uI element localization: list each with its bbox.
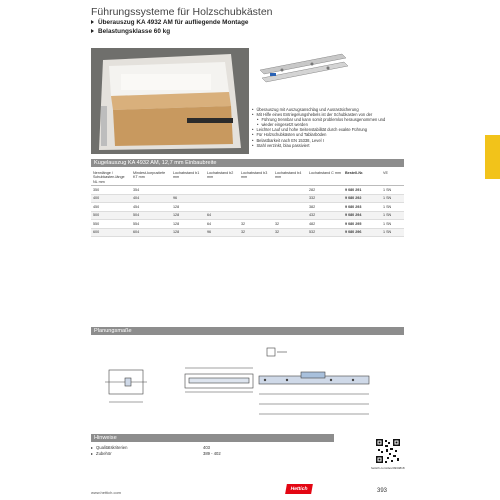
note-label: ▸ Qualitätskriterien: [91, 445, 203, 450]
note-label: ▸ Zubehör: [91, 451, 203, 456]
page-title: Führungssysteme für Holzschubkästen: [91, 6, 273, 18]
table-cell: 9 080 292: [343, 194, 381, 203]
table-cell: 32: [239, 220, 273, 229]
subtitle-1: Überauszug KA 4932 AM für aufliegende Montage: [91, 19, 248, 26]
table-row: [91, 220, 404, 229]
product-image: [252, 48, 355, 108]
table-cell: 450: [91, 203, 131, 212]
feature-list: [252, 107, 412, 148]
table-cell: 432: [307, 211, 343, 220]
planning-diagram: [91, 342, 404, 426]
col-header: Bestell-Nr.: [343, 170, 381, 186]
table-cell: 482: [307, 220, 343, 229]
table-cell: 9 080 291: [343, 186, 381, 195]
table-row: [91, 186, 404, 195]
table-cell: 604: [131, 228, 171, 237]
table-cell: 32: [239, 228, 273, 237]
col-header: Lochabstand b3 mm: [239, 170, 273, 186]
table-cell: [273, 194, 307, 203]
table-cell: [171, 186, 205, 195]
table-cell: 9 080 293: [343, 203, 381, 212]
section-tab-marker: [485, 135, 500, 179]
table-cell: 128: [171, 211, 205, 220]
table-cell: 128: [171, 220, 205, 229]
table-caption: Kugelauszug KA 4932 AM, 12,7 mm Einbaubreite: [91, 159, 404, 167]
note-row: [91, 450, 321, 456]
note-value: 403: [203, 444, 210, 450]
table-row: [91, 203, 404, 212]
table-cell: 1 SN: [381, 203, 404, 212]
arrow-icon: [91, 20, 94, 24]
col-header: Nennlänge / Schubkasten-länge NL mm: [91, 170, 131, 186]
table-row: [91, 228, 404, 237]
note-value: 389 - 402: [203, 450, 221, 456]
table-cell: [239, 211, 273, 220]
product-table: [91, 170, 404, 237]
table-cell: 1 SN: [381, 186, 404, 195]
table-cell: [205, 203, 239, 212]
table-cell: 32: [273, 228, 307, 237]
table-cell: 500: [91, 211, 131, 220]
table-cell: 64: [205, 211, 239, 220]
table-cell: 128: [171, 228, 205, 237]
table-cell: 128: [171, 203, 205, 212]
table-cell: 554: [131, 220, 171, 229]
col-header: VE: [381, 170, 404, 186]
page-number: 393: [377, 488, 388, 494]
table-cell: [239, 203, 273, 212]
table-cell: [239, 186, 273, 195]
table-cell: 332: [307, 194, 343, 203]
table-cell: 9 080 295: [343, 220, 381, 229]
table-cell: 400: [91, 194, 131, 203]
qr-caption: hettich.com/dev/4934818: [371, 466, 405, 470]
table-cell: 9 080 294: [343, 211, 381, 220]
notes-heading: Hinweise: [91, 434, 334, 442]
table-cell: 404: [131, 194, 171, 203]
table-cell: [205, 186, 239, 195]
feature-item: • Mit Hilfe eines Entriegelungshebels ist der Schubkasten von der: [252, 112, 412, 117]
table-cell: 32: [273, 220, 307, 229]
col-header: Lochabstand C mm: [307, 170, 343, 186]
table-cell: [273, 186, 307, 195]
planning-heading: Planungsmaße: [91, 327, 404, 335]
table-cell: 1 SN: [381, 220, 404, 229]
table-cell: 1 SN: [381, 228, 404, 237]
table-cell: 454: [131, 203, 171, 212]
table-header-row: [91, 170, 404, 186]
col-header: Lochabstand b4 mm: [273, 170, 307, 186]
table-cell: 1 SN: [381, 194, 404, 203]
col-header: Mindest-korpustiefe KT mm: [131, 170, 171, 186]
brand-logo: Hettich: [285, 484, 313, 494]
col-header: Lochabstand b2 mm: [205, 170, 239, 186]
col-header: Lochabstand b1 mm: [171, 170, 205, 186]
feature-item: • Stahl verzinkt, blau passiviert: [252, 143, 412, 148]
arrow-icon: [91, 29, 94, 33]
table-cell: 504: [131, 211, 171, 220]
feature-item-cont: • wieder eingesetzt werden: [252, 122, 412, 127]
feature-item: • Belastbarkeit nach EN 15338, Level I: [252, 138, 412, 143]
table-cell: 9 080 296: [343, 228, 381, 237]
table-cell: [205, 194, 239, 203]
feature-item-cont: • Führung trennbar und kann somit problemlos herausgenommen und: [252, 117, 412, 122]
table-cell: 532: [307, 228, 343, 237]
table-cell: [273, 203, 307, 212]
table-cell: 64: [205, 220, 239, 229]
subtitle-2: Belastungsklasse 60 kg: [91, 28, 170, 35]
table-cell: 96: [205, 228, 239, 237]
feature-item: • Überauszug mit Auszugsanschlag und Ausrastsicherung: [252, 107, 412, 112]
table-row: [91, 194, 404, 203]
table-cell: [273, 211, 307, 220]
table-cell: 96: [171, 194, 205, 203]
table-cell: 1 SN: [381, 211, 404, 220]
notes-list: [91, 444, 321, 456]
feature-item: • Leichter Lauf und hohe Seitenstabilität durch exakte Führung: [252, 127, 412, 132]
footer-url[interactable]: www.hettich.com: [91, 490, 122, 495]
drawer-photo: [91, 48, 249, 154]
table-row: [91, 211, 404, 220]
table-cell: 600: [91, 228, 131, 237]
table-cell: [239, 194, 273, 203]
table-cell: 354: [131, 186, 171, 195]
feature-item: • Für Holzschubkästen und Tablarböden: [252, 132, 412, 137]
qr-code[interactable]: [375, 438, 401, 464]
table-cell: 382: [307, 203, 343, 212]
table-cell: 350: [91, 186, 131, 195]
table-cell: 550: [91, 220, 131, 229]
table-cell: 282: [307, 186, 343, 195]
